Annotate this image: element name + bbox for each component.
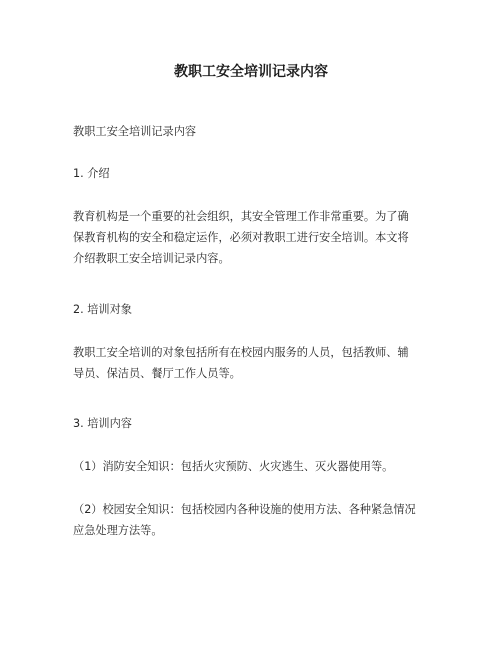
paragraph-line: 保教育机构的安全和稳定运作，必须对教职工进行安全培训。本文将 [73, 231, 409, 244]
section-heading-text: 3. 培训内容 [73, 417, 132, 430]
paragraph-line: 介绍教职工安全培训记录内容。 [73, 252, 230, 265]
section-heading-text: 2. 培训对象 [73, 303, 132, 316]
section-1-paragraph [73, 206, 433, 269]
document-subtitle [73, 121, 433, 142]
paragraph-line: 导员、保洁员、餐厅工作人员等。 [73, 367, 241, 380]
section-3-item-2 [73, 499, 433, 541]
section-heading-text: 1. 介绍 [73, 167, 110, 180]
list-item-line: 应急处理方法等。 [73, 524, 163, 537]
section-2-paragraph [73, 342, 433, 384]
section-3-item-1 [73, 456, 433, 477]
paragraph-line: 教育机构是一个重要的社会组织，其安全管理工作非常重要。为了确 [73, 210, 409, 223]
section-2-heading [73, 299, 433, 320]
paragraph-line: 教职工安全培训的对象包括所有在校园内服务的人员，包括教师、辅 [73, 346, 409, 359]
subtitle-text: 教职工安全培训记录内容 [73, 125, 197, 138]
document-title: 教职工安全培训记录内容 [174, 64, 328, 80]
section-1-heading [73, 163, 433, 184]
list-item-line: （1）消防安全知识：包括火灾预防、火灾逃生、灭火器使用等。 [73, 460, 394, 473]
list-item-line: （2）校园安全知识：包括校园内各种设施的使用方法、各种紧急情况 [73, 503, 416, 516]
section-3-heading [73, 413, 433, 434]
